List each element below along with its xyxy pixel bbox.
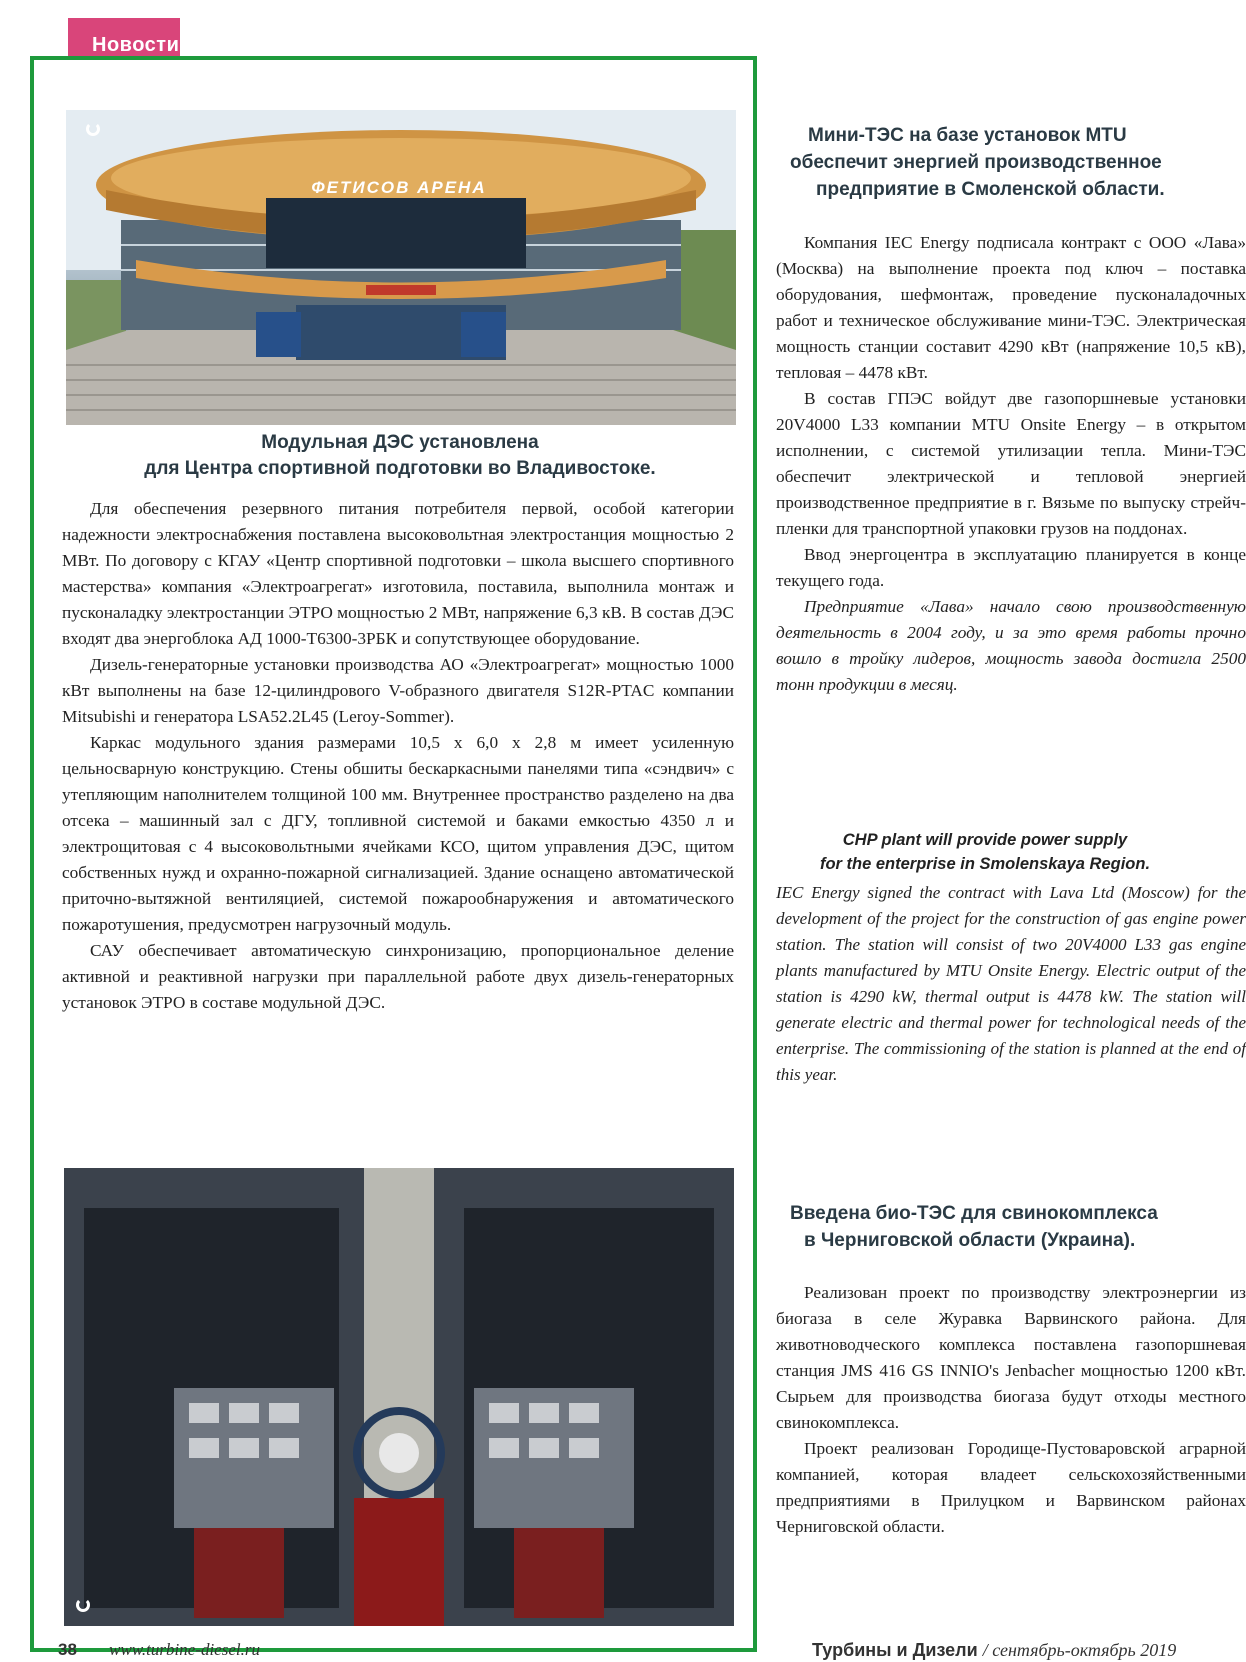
mtu-english-paragraph: IEC Energy signed the contract with Lava Ltd (Moscow) for the development of the project for the construction of gas engine power station. The station will consist of two 20V4000 L33 gas engine plants manufactured by MTU Onsite Energy. Electric output of the station is 4290 kW, thermal output is 4478 kW. The station will generate electric and thermal power for technological needs of the enterprise. The commissioning of the station is planned at the end of this year. xyxy=(776,883,1246,1084)
website-link[interactable]: www.turbine-diesel.ru xyxy=(109,1640,260,1659)
mtu-headline-line-1: Мини-ТЭС на базе установок MTU xyxy=(808,125,1127,146)
mtu-paragraph: Ввод энергоцентра в эксплуатацию планируется в конце текущего года. xyxy=(776,545,1246,590)
mtu-english-headline-line-1: CHP plant will provide power supply xyxy=(842,831,1128,849)
main-headline xyxy=(80,430,720,482)
mtu-headline-line-2: обеспечит энергией производственное xyxy=(790,152,1162,173)
camera-icon xyxy=(86,122,100,136)
main-paragraph: Для обеспечения резервного питания потребителя первой, особой категории надежности электроснабжения поставлена высоковольтная электростанция мощностью 2 МВт. По договору с КГАУ «Центр спортивной подготовки – школа высшего спортивного мастерства» компания «Электроагрегат» изготовила, поставила, выполнила монтаж и пусконаладку электростанции ЭТРО мощностью 2 МВт, напряжение 6,3 кВ. В состав ДЭС входят два энергоблока АД 1000-Т6300-3РБК и сопутствующее оборудование. xyxy=(62,499,734,648)
main-headline-line-2: для Центра спортивной подготовки во Владивостоке. xyxy=(144,458,656,479)
arena-illustration xyxy=(66,110,736,425)
footer-right xyxy=(812,1640,1176,1661)
mtu-paragraph: Компания IEC Energy подписала контракт с ООО «Лава» (Москва) на выполнение проекта под ключ – поставка оборудования, шефмонтаж, проведение пусконаладочных работ и техническое обслуживание мини-ТЭС. Электрическая мощность станции составит 4290 кВт (напряжение 10,5 кВ), тепловая – 4478 кВт. xyxy=(776,233,1246,382)
mtu-english-headline xyxy=(780,828,1190,876)
main-paragraph: САУ обеспечивает автоматическую синхронизацию, пропорциональное деление активной и реактивной нагрузки при параллельной работе двух дизель-генераторных установок ЭТРО в составе модульной ДЭС. xyxy=(62,941,734,1012)
engine-room-photo xyxy=(64,1168,734,1626)
bio-article-body xyxy=(776,1280,1246,1580)
section-tab: Новости xyxy=(68,18,180,58)
arena-photo xyxy=(66,110,736,425)
mtu-article-body xyxy=(776,230,1246,790)
magazine-name: Турбины и Дизели xyxy=(812,1640,978,1660)
main-paragraph: Дизель-генераторные установки производства АО «Электроагрегат» мощностью 1000 кВт выполнены на базе 12-цилиндрового V-образного двигателя S12R-PTAC компании Mitsubishi и генератора LSA52.2L45 (Leroy-Sommer). xyxy=(62,655,734,726)
footer-left xyxy=(58,1640,260,1660)
issue-date: / сентябрь-октябрь 2019 xyxy=(982,1640,1177,1660)
camera-icon xyxy=(76,1598,90,1612)
bio-headline xyxy=(760,1200,1200,1254)
engine-room-illustration xyxy=(64,1168,734,1626)
mtu-english-body xyxy=(776,880,1246,1142)
main-article-body xyxy=(62,496,734,1016)
mtu-italic-paragraph: Предприятие «Лава» начало свою производственную деятельность в 2004 году, и за это время работы прочно вошло в тройку лидеров, мощность завода достигла 2500 тонн продукции в месяц. xyxy=(776,597,1246,694)
page-number: 38 xyxy=(58,1640,77,1659)
mtu-paragraph: В состав ГПЭС войдут две газопоршневые установки 20V4000 L33 компании MTU Onsite Energy – в открытом исполнении, с системой утилизации тепла. Мини-ТЭС обеспечит электрической и тепловой энергией производственное предприятие в г. Вязьме по выпуску стрейч-пленки для транспортной упаковки грузов на поддонах. xyxy=(776,389,1246,538)
main-headline-line-1: Модульная ДЭС установлена xyxy=(261,432,539,453)
bio-headline-line-1: Введена био-ТЭС для свинокомплекса xyxy=(790,1203,1158,1224)
mtu-headline-line-3: предприятие в Смоленской области. xyxy=(816,179,1165,200)
mtu-english-headline-line-2: for the enterprise in Smolenskaya Region. xyxy=(819,855,1151,873)
arena-name-sign: ФЕТИСОВ АРЕНА xyxy=(311,178,487,197)
bio-headline-line-2: в Черниговской области (Украина). xyxy=(804,1230,1136,1251)
main-paragraph: Каркас модульного здания размерами 10,5 х 6,0 х 2,8 м имеет усиленную цельносварную конструкцию. Стены обшиты бескаркасными панелями типа «сэндвич» с утепляющим наполнителем толщиной 100 мм. Внутреннее пространство разделено на два отсека – машинный зал с ДГУ, топливной системой и баками емкостью 4350 л и электрощитовая с 4 высоковольтными ячейками КСО, щитом управления ДЭС, щитом собственных нужд и охранно-пожарной сигнализацией. Здание оснащено автоматической приточно-вытяжной вентиляцией, системой пожарообнаружения и автоматического пожаротушения, предусмотрен нагрузочный модуль. xyxy=(62,733,734,934)
mtu-headline xyxy=(760,122,1200,203)
bio-paragraph: Реализован проект по производству электроэнергии из биогаза в селе Журавка Варвинского района. Для животноводческого комплекса поставлена газопоршневая станция JMS 416 GS INNIO's Jenbacher мощностью 1200 кВт. Сырьем для производства биогаза будут отходы местного свинокомплекса. xyxy=(776,1283,1246,1432)
bio-paragraph: Проект реализован Городище-Пустоваровской аграрной компанией, которая владеет сельскохозяйственными предприятиями в Прилуцком и Варвинском районах Черниговской области. xyxy=(776,1439,1246,1536)
